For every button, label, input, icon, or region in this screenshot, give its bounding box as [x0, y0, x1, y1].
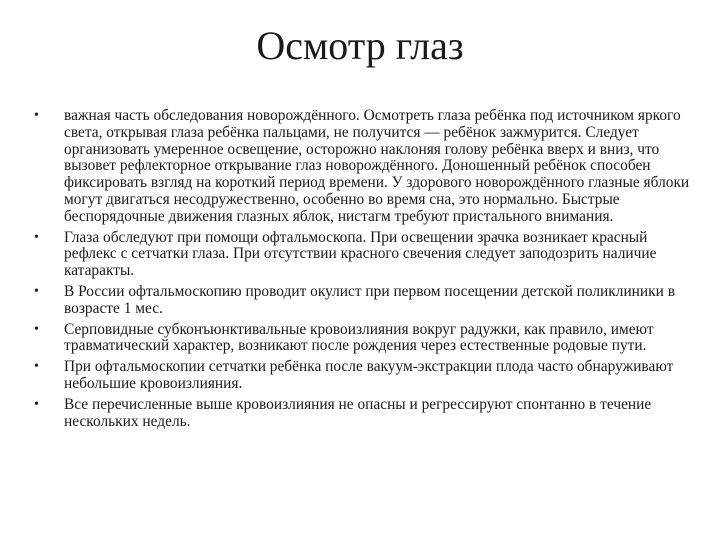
bullet-item	[34, 230, 698, 280]
bullet-text: Все перечисленные выше кровоизлияния не опасны и регрессируют спонтанно в течение нескольких недель.	[64, 395, 652, 430]
bullet-dot-icon: •	[34, 108, 39, 123]
bullet-list	[34, 108, 698, 434]
bullet-item	[34, 397, 698, 431]
bullet-text: Серповидные субконъюнктивальные кровоизлияния вокруг радужки, как правило, имеют травматический характер, возникают после рождения через естественные родовые пути.	[64, 320, 654, 355]
bullet-dot-icon: •	[34, 283, 39, 299]
bullet-text: Глаза обследуют при помощи офтальмоскопа. При освещении зрачка возникает красный рефлекс с сетчатки глаза. При отсутствии красного свечения следует заподозрить наличие катаракты.	[64, 228, 657, 280]
bullet-text: важная часть обследования новорождённого. Осмотреть глаза ребёнка под источником яркого света, открывая глаза ребёнка пальцами, не получится — ребёнок зажмурится. Следует организовать умеренное освещение, осторожно наклоняя голову ребёнка вверх и вниз, что вызовет рефлекторное открывание глаз новорождённого. Доношенный ребёнок способен фиксировать взгляд на короткий период времени. У здорового новорождённого глазные яблоки могут двигаться несодружественно, особенно во время сна, это нормально. Быстрые беспорядочные движения глазных яблок, нистагм требуют пристального внимания.	[64, 107, 690, 225]
bullet-dot-icon: •	[34, 321, 39, 337]
bullet-item	[34, 284, 698, 318]
bullet-item	[34, 359, 698, 393]
bullet-item	[34, 322, 698, 356]
bullet-text: В России офтальмоскопию проводит окулист при первом посещении детской поликлиники в возрасте 1 мес.	[64, 282, 675, 317]
bullet-dot-icon: •	[34, 359, 39, 375]
bullet-text: При офтальмоскопии сетчатки ребёнка после вакуум-экстракции плода часто обнаруживают небольшие кровоизлияния.	[64, 358, 674, 392]
bullet-dot-icon: •	[34, 396, 39, 412]
slide-title: Осмотр глаз	[256, 23, 464, 68]
bullet-item	[34, 108, 698, 226]
bullet-dot-icon: •	[34, 229, 39, 245]
